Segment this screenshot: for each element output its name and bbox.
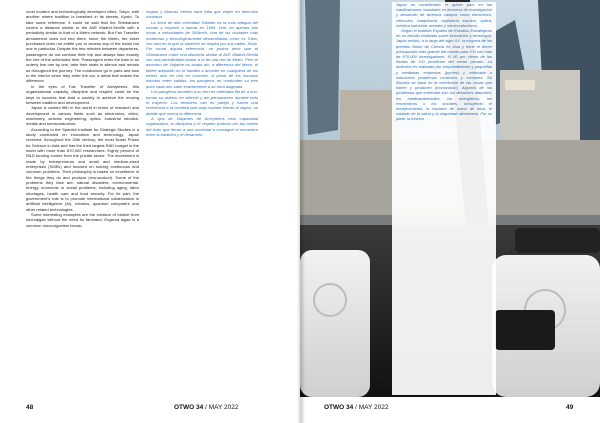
english-paragraph: In the eyes of Fair Traveller of Amsyteens, this organizational capacity, discipline and respect could be the keys to success that lead a society to achieve the moving between tradition and development.	[26, 83, 139, 105]
english-paragraph: Some interesting examples are the creation of biofuel from microalgae without the need for farmland. Euglena algae is a common microorganism becau-	[26, 212, 139, 228]
spanish-paragraph: A ojos de Viajantes de Amsyteens esta capacidad organizativa, la disciplina y el respeto podrían ser las claves del éxito que llevan a una sociedad a conseguir el encuentro entre la tradición y el desarrollo.	[146, 115, 258, 137]
right-footer	[300, 397, 600, 423]
english-paragraph: Japan is ranked fifth in the world in terms of research and development in various fields such as electronics, video, machinery, seismic engineering, optics, industrial robotics, metals and semiconductors.	[26, 105, 139, 127]
issue-number: 34	[346, 404, 354, 411]
spanish-paragraph: Japón es considerado el quinto país en las clasificaciones mundiales en términos de investigación y desarrollo de diversos campos como electrónica, vehículos, maquinaria, ingeniería sísmica, óptica, robótica industrial, metales y semiconductores.	[396, 2, 492, 28]
spanish-column-right	[392, 2, 496, 395]
english-paragraph: According to the Spanish Institute for Strategic Studies in a study conducted on innovation and technology, Japan received, throughout the 20th century, the most Nobel Prizes for Science in Asia and has the third largest R&D budget in the world with more than 670,000 researchers. Eighty percent of R&D funding comes from the private sector. The investment is made by entrepreneurs and small and medium-sized enterprises (SMEs) and focused on solving continuous and common problems. Their philosophy is based on excellence in the things they do and produce (monozukuri). Some of the problems they face are: natural disasters, environmental, energy, economic or social problems, including aging, labor shortages, health care and food security. For its part, the government's role is to promote international collaboration in artificial intelligence (AI), robotics, quantum computers and other related technologies.	[26, 126, 139, 212]
spanish-paragraph: Según el Instituto Español de Estudios Estratégicos en un estudio realizado sobre innovación y tecnología, Japón recibió, a lo largo del siglo XX, la mayoría de los premios Nobel de Ciencia en Asia y tiene el tercer presupuesto más grande del mundo para I+D con más de 670.000 investigadores. El 80 por ciento de los fondos de I+D provienen del sector privado. La inversión es realizada por emprendedores y pequeñas y medianas empresas (pymes) y enfocada a soluciones problemas continuos y comunes. Su filosofía se basa en la excelencia de las cosas que hacen y producen (monozukuri). Algunos de los problemas que enfrentan son: los desastres naturales, los medioambientales, los energéticos, los económicos o los sociales, incluyendo el envejecimiento, la escasez de mano de obra, el cuidado de la salud y la seguridad alimentaria. Por su parte, la función	[396, 28, 492, 122]
billboard	[505, 80, 535, 90]
magazine-name: OTWO	[324, 404, 345, 411]
english-paragraph: most modern and technologically developed cities, Tokyo, with another where tradition is breathed in its streets, Kyoto. To take some reference, it could be said that the Shinkansen covers a distance similar to the AVE Madrid-Seville with a periodicity similar to that of a Metro network. But Fair Traveller amusement does not end there, since the Metro, the ticket purchased does not entitle you to access any of the trains but one in particular. Despite the few minutes between departures, passengers do not confuse their trip and always take exactly the one of the scheduled time. Passengers enter the train in an orderly line one by one, take their seats in silence and remain so throughout the journey. The conductors go in pairs and bow to the interior when they enter the car, a detail that makes the difference.	[26, 9, 139, 84]
magazine-name: OTWO	[174, 404, 195, 411]
english-column	[26, 9, 139, 228]
spanish-paragraph: La línea de alta velocidad Tokaido es la más antigua del mundo y empezó a operar en 1964. Une, en apenas dos horas a velocidades de 300km/h, una de las ciudades más modernas y tecnológicamente desarrolladas como es Tokio, con otra en la que la tradición se respira por sus calles, Kioto. Por tomar alguna referencia, se podría decir que el Shinkansen cubre una distancia similar al AVE Madrid-Sevilla con una periodicidad similar a la de una red de Metro. Pero el asombro de Viajante no acaba ahí, a diferencia del Metro, el billete adquirido no te habilita a acceder en cualquiera de los trenes sino en uno en concreto. A pesar de los escasos minutos entre salidas, los pasajeros no confunden su tren pues cada uno sabe exactamente a su hora asignada.	[146, 19, 258, 89]
left-footer	[0, 397, 300, 423]
taxi-screen	[495, 310, 555, 350]
issue-number: 34	[196, 404, 204, 411]
tower-left	[305, 0, 340, 135]
spine-shadow	[297, 0, 305, 423]
rear-mirror	[515, 228, 600, 253]
spanish-column-left	[146, 9, 258, 137]
seat-cover-left	[300, 250, 370, 397]
page-number-right: 49	[566, 404, 574, 411]
issue-date: MAY 2022	[358, 404, 389, 411]
spanish-paragraph: negras y blancas treinta hace falta que viajen en dirección contraria.	[146, 9, 258, 20]
page-number-left: 48	[26, 404, 34, 411]
magazine-credit-left: OTWO 34 / MAY 2022	[174, 404, 239, 411]
issue-date: MAY 2022	[208, 404, 239, 411]
magazine-credit-right: OTWO 34 / MAY 2022	[324, 404, 389, 411]
spanish-paragraph: Los pasajeros acceden a su tren en ordenada fila de a uno, toman su asiento en silencio y así permanecen durante todo el trayecto. Los revisores van en pareja y hacen una reverencia a la comitiva que viaja cuando entran al vagón, un detalle que marca la diferencia.	[146, 89, 258, 116]
